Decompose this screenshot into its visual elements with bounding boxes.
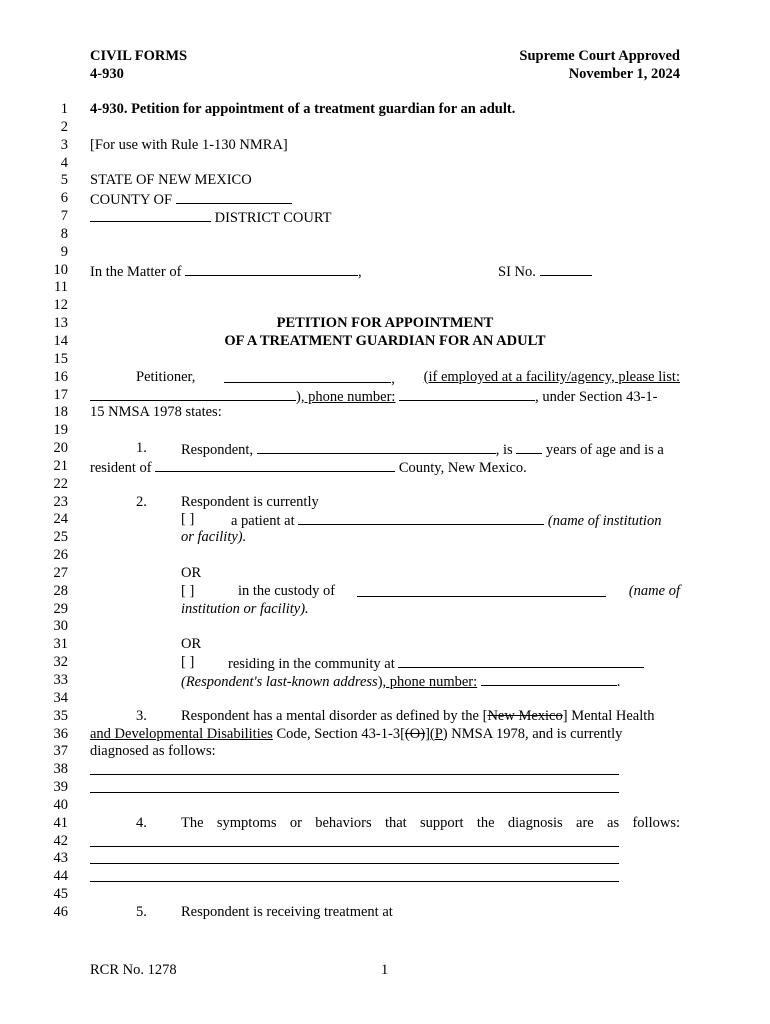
line-number: 34 bbox=[53, 689, 68, 706]
line-number: 23 bbox=[53, 493, 68, 510]
line-number: 39 bbox=[53, 779, 68, 796]
line-number: 29 bbox=[53, 600, 68, 617]
or-line-2 bbox=[90, 636, 680, 654]
district-blank[interactable] bbox=[90, 208, 211, 222]
header-civil-forms: CIVIL FORMS bbox=[90, 48, 188, 64]
patient-facility-hint: or facility). bbox=[181, 529, 247, 546]
custody-institution-blank[interactable] bbox=[357, 583, 606, 597]
symptoms-line-3 bbox=[90, 868, 680, 886]
para5-text: Respondent is receiving treatment at bbox=[181, 903, 393, 920]
line-number: 30 bbox=[53, 618, 68, 635]
para1-years: years of age and is a bbox=[545, 442, 664, 459]
line-number: 36 bbox=[53, 725, 68, 742]
para1-is: , is bbox=[495, 442, 513, 459]
custody-name-hint: (name of bbox=[628, 582, 680, 599]
rule-note: [For use with Rule 1-130 NMRA] bbox=[90, 136, 288, 153]
last-known-hint: (Respondent's last-known address bbox=[181, 674, 378, 690]
patient-name-hint: (name of institution bbox=[547, 513, 662, 530]
county-blank[interactable] bbox=[176, 190, 292, 204]
heading-line-2: OF A TREATMENT GUARDIAN FOR AN ADULT bbox=[224, 332, 546, 349]
header-date: November 1, 2024 bbox=[568, 66, 680, 82]
para3-struck-o: (O) bbox=[404, 725, 426, 742]
option-community-line bbox=[90, 654, 680, 672]
line-number: 2 bbox=[60, 118, 68, 135]
header-left bbox=[90, 47, 187, 83]
symptoms-blank-3[interactable] bbox=[90, 868, 619, 882]
line-numbers bbox=[44, 101, 68, 922]
para1-number: 1. bbox=[136, 440, 147, 457]
line-number: 1 bbox=[60, 101, 68, 117]
para4-line1 bbox=[90, 815, 680, 833]
option-custody-line bbox=[90, 583, 680, 601]
respondent-name-blank[interactable] bbox=[257, 440, 496, 454]
line-number: 32 bbox=[53, 654, 68, 671]
state-line: STATE OF NEW MEXICO bbox=[90, 172, 252, 189]
footer-rcr: RCR No. 1278 bbox=[90, 962, 177, 978]
line-number: 12 bbox=[53, 297, 68, 314]
para3-number: 3. bbox=[136, 707, 147, 724]
age-blank[interactable] bbox=[516, 440, 542, 454]
para1-line2 bbox=[90, 458, 680, 476]
county-resident-blank[interactable] bbox=[155, 458, 395, 472]
line-number: 10 bbox=[53, 261, 68, 278]
line-number: 9 bbox=[60, 243, 68, 260]
line-number: 19 bbox=[53, 422, 68, 439]
header-approval: Supreme Court Approved bbox=[519, 48, 680, 64]
option-custody-line2 bbox=[90, 601, 680, 619]
line-number: 28 bbox=[53, 582, 68, 599]
form-title: 4-930. Petition for appointment of a treatment guardian for an adult. bbox=[90, 101, 516, 117]
para4-text: The symptoms or behaviors that support the diagnosis are as follows: bbox=[181, 814, 680, 831]
para1-county: County, New Mexico. bbox=[398, 459, 527, 476]
line-number: 8 bbox=[60, 225, 68, 242]
line-number: 13 bbox=[53, 315, 68, 332]
si-no-label: SI No. bbox=[498, 263, 536, 280]
diagnosis-blank-1[interactable] bbox=[90, 761, 619, 775]
patient-checkbox[interactable]: [ ] bbox=[181, 511, 195, 528]
line-number: 33 bbox=[53, 672, 68, 688]
line-number: 35 bbox=[53, 707, 68, 724]
para3-text-a: Respondent has a mental disorder as defined by the [ bbox=[181, 707, 488, 724]
line-number: 37 bbox=[53, 743, 68, 760]
matter-label: In the Matter of bbox=[90, 263, 182, 280]
para3-line3: diagnosed as follows: bbox=[90, 743, 216, 760]
line-number: 42 bbox=[53, 832, 68, 849]
patient-institution-blank[interactable] bbox=[298, 511, 544, 525]
form-body bbox=[90, 101, 680, 922]
para1-line1 bbox=[90, 440, 680, 458]
line-number: 26 bbox=[53, 547, 68, 564]
line-number: 24 bbox=[53, 511, 68, 528]
community-checkbox[interactable]: [ ] bbox=[181, 654, 195, 671]
petitioner-label: Petitioner, bbox=[136, 368, 196, 385]
line-number: 31 bbox=[53, 636, 68, 653]
matter-blank[interactable] bbox=[185, 262, 358, 276]
matter-line bbox=[90, 262, 680, 280]
symptoms-blank-2[interactable] bbox=[90, 850, 619, 864]
para2-number: 2. bbox=[136, 493, 147, 510]
custody-label: in the custody of bbox=[238, 582, 336, 599]
diagnosis-line-2 bbox=[90, 779, 680, 797]
line-number: 17 bbox=[53, 386, 68, 403]
para3-p: (P) bbox=[429, 725, 448, 742]
line-number: 21 bbox=[53, 457, 68, 474]
para3-code: Code, Section 43-1-3[ bbox=[272, 725, 405, 742]
patient-label: a patient at bbox=[231, 513, 295, 530]
line-number: 4 bbox=[60, 154, 68, 171]
header-form-number: 4-930 bbox=[90, 66, 124, 82]
para2-line1 bbox=[90, 494, 680, 512]
line-number: 14 bbox=[53, 332, 68, 349]
line-number: 3 bbox=[60, 136, 68, 153]
line-number: 22 bbox=[53, 475, 68, 492]
custody-facility-hint: institution or facility). bbox=[181, 600, 309, 617]
symptoms-line-2 bbox=[90, 850, 680, 868]
line-number: 46 bbox=[53, 903, 68, 920]
page-number: 1 bbox=[381, 962, 389, 978]
district-court-line bbox=[90, 208, 680, 226]
para5-line1 bbox=[90, 904, 680, 922]
para3-struck-new-mexico: New Mexico bbox=[487, 707, 563, 724]
county-line bbox=[90, 190, 680, 208]
para2-intro: Respondent is currently bbox=[181, 493, 319, 510]
line-number: 11 bbox=[54, 279, 68, 296]
community-phone-blank[interactable] bbox=[481, 672, 617, 686]
para3-line2 bbox=[90, 726, 680, 744]
community-address-blank[interactable] bbox=[398, 654, 644, 668]
phone-label: ), phone number: bbox=[296, 388, 396, 405]
petitioner-comma: , bbox=[391, 370, 395, 387]
agency-phone-line bbox=[90, 387, 680, 405]
custody-option bbox=[238, 583, 680, 601]
para1-respondent-label: Respondent, bbox=[181, 442, 254, 459]
para3-dev-disabilities: and Developmental Disabilities bbox=[90, 725, 273, 742]
or-label-2: OR bbox=[181, 636, 202, 653]
line-number: 18 bbox=[53, 404, 68, 421]
employed-note: (if employed at a facility/agency, please list: bbox=[423, 368, 680, 385]
diagnosis-blank-2[interactable] bbox=[90, 779, 619, 793]
para3-text-b: ] Mental Health bbox=[562, 707, 655, 724]
line-number: 38 bbox=[53, 761, 68, 778]
petitioner-line bbox=[90, 369, 680, 387]
county-label: COUNTY OF bbox=[90, 192, 173, 209]
line-number: 20 bbox=[53, 440, 68, 457]
symptoms-blank-1[interactable] bbox=[90, 833, 619, 847]
community-period: . bbox=[616, 674, 621, 690]
line-number: 41 bbox=[53, 814, 68, 831]
community-label: residing in the community at bbox=[228, 656, 395, 673]
header-right bbox=[519, 47, 680, 83]
under-section: , under Section 43-1- bbox=[535, 388, 658, 405]
line-number: 40 bbox=[53, 796, 68, 813]
line-number: 15 bbox=[53, 350, 68, 367]
line-number: 7 bbox=[60, 208, 68, 225]
diagnosis-line-1 bbox=[90, 761, 680, 779]
agency-blank[interactable] bbox=[90, 387, 296, 401]
statute-line: 15 NMSA 1978 states: bbox=[90, 404, 222, 421]
para4-number: 4. bbox=[136, 814, 147, 831]
custody-checkbox[interactable]: [ ] bbox=[181, 582, 195, 599]
line-number: 43 bbox=[53, 850, 68, 867]
option-community-line2 bbox=[90, 672, 680, 690]
line-number: 5 bbox=[60, 172, 68, 189]
matter-comma: , bbox=[358, 263, 362, 280]
or-label-1: OR bbox=[181, 564, 202, 581]
si-no-blank[interactable] bbox=[540, 262, 592, 276]
para3-nmsa: NMSA 1978, and is currently bbox=[447, 725, 623, 742]
line-number: 27 bbox=[53, 564, 68, 581]
para3-text-1 bbox=[181, 708, 655, 726]
or-line-1 bbox=[90, 565, 680, 583]
petitioner-phone-blank[interactable] bbox=[399, 387, 535, 401]
petitioner-blank[interactable] bbox=[224, 369, 391, 383]
heading-line-1: PETITION FOR APPOINTMENT bbox=[276, 315, 494, 332]
district-court-label: DISTRICT COURT bbox=[214, 210, 332, 227]
line-number: 16 bbox=[53, 368, 68, 385]
line-number: 44 bbox=[53, 868, 68, 885]
line-number: 6 bbox=[60, 190, 68, 207]
symptoms-line-1 bbox=[90, 833, 680, 851]
para5-number: 5. bbox=[136, 903, 147, 920]
line-number: 45 bbox=[53, 886, 68, 903]
option-patient-line2 bbox=[90, 529, 680, 547]
para3-bracket-close: ] bbox=[425, 725, 430, 742]
option-patient-line bbox=[90, 511, 680, 529]
line-number: 25 bbox=[53, 529, 68, 546]
community-phone-label: ), phone number: bbox=[377, 674, 478, 690]
para1-resident: resident of bbox=[90, 459, 152, 476]
para3-line1 bbox=[90, 708, 680, 726]
